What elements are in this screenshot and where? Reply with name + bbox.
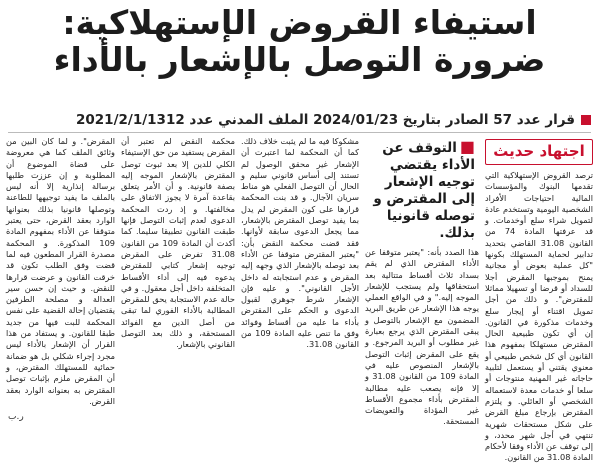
pull-quote — [365, 138, 479, 242]
header-divider — [8, 132, 591, 133]
section-label: اجتهاد حديث — [485, 139, 593, 165]
red-square-icon — [581, 115, 591, 125]
column-3-text: مشكوكا فيه ما لم يثبت خلاف ذلك. كما أن المحكمة لما اعتبرت أن الإشعار غير محقق الوصول لم تستند إلى أساس قانوني سليم و الحال أن التوصل الفعلي هو مناط سريان الآجال. و قد بنت المحكمة قرارها على كون المقرض لم يدل بما يفيد توصل المقترض بالإشعار، مما يجعل الدعوى سابقة لأوانها. فقد قضت محكمة النقض بأن: "يعتبر المقترض متوقفا عن الأداء بعد توصله بالإشعار الذي وجهه إليه المقرض و عدم استجابته له داخل الأجل القانوني". و عليه فإن الإشعار شرط جوهري لقبول الدعوى و الحكم على المقترض بأداء ما عليه من أقساط وفوائد وفق ما تنص عليه المادة 109 من القانون 31.08. — [241, 136, 359, 350]
red-square-icon: ■ — [459, 137, 475, 156]
column-2 — [365, 136, 479, 427]
headline-line-2: ضرورة التوصل بالإشعار بالأداء — [53, 39, 546, 79]
column-1 — [485, 136, 594, 463]
author-signature: ر.ب — [8, 412, 24, 422]
article-headline — [6, 3, 593, 79]
subheadline-text: قرار عدد 57 الصادر بتاريخ 2024/01/23 الملف المدني عدد 2021/2/1/1312 — [76, 112, 575, 128]
column-5 — [6, 136, 115, 410]
column-5-text: المقرض". و لما كان البين من وثائق الملف كما هي معروضة على قضاة الموضوع أن المطلوبة و إن عززت طلبها برسالة إنذارية إلا أنه ليس بالملف ما يفيد توجيهها للطاعنة وتوصلها قانونيا بذلك بعنوانها الوارد بعقد القرض، حتى يعتبر متوقفا عن الأداء بمفهوم المادة 109 المذكورة. و المحكمة مصدرة القرار المطعون فيه لما قضت وفق الطلب تكون قد خرقت القانون و عرضت قرارها للنقض. و حيث إن حسن سير العدالة و مصلحة الطرفين يقتضيان إحالة القضية على نفس المحكمة للبت فيها من جديد طبقا للقانون. و يستفاد من هذا القرار أن الإشعار بالأداء ليس مجرد إجراء شكلي بل هو ضمانة حمائية للمستهلك المقترض، و أن المقرض ملزم بإثبات توصل المقترض به بعنوانه الوارد بعقد القرض. — [6, 136, 115, 406]
column-4 — [121, 136, 235, 410]
headline-line-1: استيفاء القروض الإستهلاكية: — [62, 3, 537, 42]
article-subheadline — [10, 111, 591, 129]
column-1-text: ترصد القروض الإستهلاكية التي تقدمها البنوك والمؤسسات المالية احتياجات الأفراد الشخصية اليومية وتستخدم عادة لتمويل شراء سلع أوخدمات. و قد عرفتها المادة 74 من القانون 31.08 القاضي بتحديد تدابير لحماية المستهلك بكونها "كل عملية بعوض أو مجانية يمنح بموجبها المقرض أجلا للسداد أو قرضا أو تسهيلا مماثلا للمقترض". و ذلك من أجل تمويل اقتناء أو إيجار سلع وخدمات مذكورة في القانون. إن أي تكون طبيعية الحال المقترض مستهلكا بمفهوم هذا القانون أي كل شخص طبيعي أو معنوي يقتني أو يستعمل لتلبية حاجاته غير المهنية منتوجات أو سلعا أو خدمات معدة لاستعماله الشخصي أو العائلي. و يلتزم المقترض بإرجاع مبلغ القرض على شكل مستحقات شهرية تنتهي في أجل شهر محدد، و إلى توقف عن الأداء وفقا لأحكام المادة 31.08 من القانون. — [485, 170, 594, 463]
pull-quote-text: التوقف عن الأداء يقتضي توجيه الإشعار إلى المقترض و توصله قانونيا بذلك. — [373, 140, 475, 241]
column-2-text: هذا الصدد بأنه: "يعتبر متوقفا عن الأداء المقترض الذي لم يقم بسداد ثلاث أقساط متتالية بعد استحقاقها ولم يستجب للإشعار الموجه إليه." و في الواقع العملي يوجه هذا الإشعار عن طريق البريد المضمون مع الإشعار بالتوصل و يبقى المقترض الذي يرجع بعبارة غير مطلوب أو البريد المرجوع. و يقع على المقرض إثبات التوصل بالإشعار المنصوص عليه في المادة 109 من القانون 31.08 و إلا فإنه يصعب عليه مطالبة المقترض بأداء مجموع الأقساط غير المؤداة والتعويضات المستحقة. — [365, 247, 479, 427]
column-3 — [241, 136, 359, 410]
article-body — [6, 136, 594, 463]
column-4-text: محكمة النقض لم تعتبر أن المقرض يستفيد من حق الإستيفاء الكلي للدين إلا بعد ثبوت توصل المقترض بالإشعار الموجه إليه بصفة قانونية. و أن الأمر يتعلق بقاعدة آمرة لا يجوز الاتفاق على مخالفتها. و إذ ردت المحكمة الدعوى لعدم إثبات التوصل فإنها طبقت القانون تطبيقا سليما. كما أكدت أن المادة 109 من القانون 31.08 تفرض على المقرض توجيه إشعار كتابي للمقترض يدعوه فيه إلى أداء الأقساط المتخلفة داخل أجل معقول. و في حالة عدم الاستجابة يحق للمقرض المطالبة بالأداء الفوري لما تبقى من أصل الدين مع الفوائد المستحقة، و ذلك بعد التوصل القانوني بالإشعار. — [121, 136, 235, 350]
